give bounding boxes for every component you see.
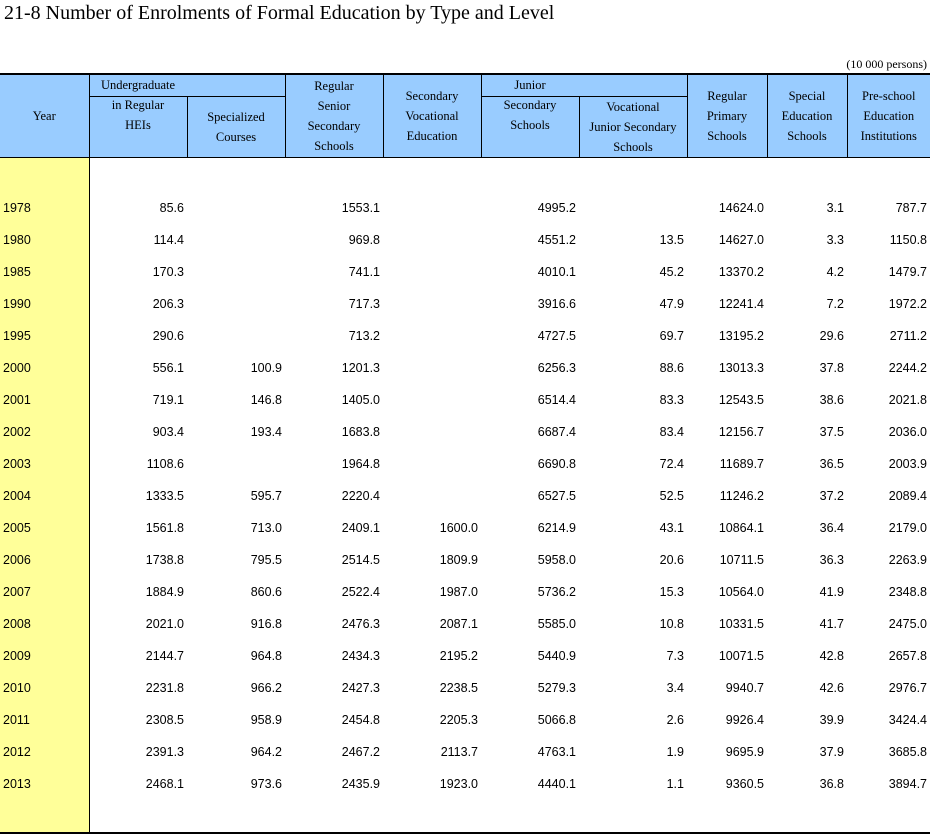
value-cell: 973.6 <box>250 776 282 791</box>
value-cell: 7.3 <box>666 648 684 663</box>
value-cell: 1987.0 <box>439 584 478 599</box>
value-cell: 3894.7 <box>888 776 927 791</box>
value-cell: 2711.2 <box>889 328 927 343</box>
value-cell: 2.6 <box>666 712 684 727</box>
value-cell: 10864.1 <box>718 520 764 535</box>
value-cell: 2195.2 <box>439 648 478 663</box>
value-cell: 1108.6 <box>146 456 184 471</box>
year-cell: 2010 <box>0 672 89 704</box>
year-cell: 2006 <box>0 544 89 576</box>
value-cell: 2205.3 <box>439 712 478 727</box>
value-cell: 1683.8 <box>341 424 380 439</box>
value-cell: 966.2 <box>250 680 282 695</box>
value-cell: 5585.0 <box>537 616 576 631</box>
value-cell: 4995.2 <box>537 200 576 215</box>
value-cell: 2021.8 <box>888 392 927 407</box>
value-cell: 12156.7 <box>718 424 764 439</box>
year-cell: 2007 <box>0 576 89 608</box>
value-cell <box>383 288 481 320</box>
year-cell: 1980 <box>0 224 89 256</box>
value-cell: 2435.9 <box>341 776 380 791</box>
value-cell: 1884.9 <box>145 584 184 599</box>
unit-note: (10 000 persons) <box>846 57 927 71</box>
value-cell: 6687.4 <box>537 424 576 439</box>
year-cell: 2009 <box>0 640 89 672</box>
year-cell: 2013 <box>0 768 89 800</box>
table-row <box>0 544 930 576</box>
table-row <box>0 384 930 416</box>
value-cell: 4727.5 <box>537 328 576 343</box>
year-cell: 2005 <box>0 512 89 544</box>
value-cell: 1150.8 <box>889 232 927 247</box>
value-cell: 83.4 <box>659 424 684 439</box>
table-row <box>0 256 930 288</box>
value-cell: 2391.3 <box>145 744 184 759</box>
header-special-education: Special Education Schools <box>767 74 847 157</box>
value-cell: 52.5 <box>659 488 684 503</box>
header-undergraduate: Undergraduate in Regular HEIs <box>89 96 187 157</box>
value-cell: 860.6 <box>250 584 282 599</box>
table-row <box>0 768 930 800</box>
value-cell: 2263.9 <box>888 552 927 567</box>
header-year: Year <box>0 74 89 157</box>
value-cell: 2113.7 <box>440 744 478 759</box>
value-cell: 4440.1 <box>537 776 576 791</box>
value-cell: 2021.0 <box>145 616 184 631</box>
table-row <box>0 608 930 640</box>
value-cell <box>383 384 481 416</box>
value-cell: 15.3 <box>659 584 684 599</box>
value-cell: 1964.8 <box>341 456 380 471</box>
value-cell: 6514.4 <box>537 392 576 407</box>
value-cell: 41.7 <box>819 616 844 631</box>
value-cell: 556.1 <box>152 360 184 375</box>
value-cell: 2657.8 <box>888 648 927 663</box>
value-cell: 114.4 <box>153 232 184 247</box>
value-cell: 595.7 <box>250 488 282 503</box>
value-cell: 11689.7 <box>719 456 764 471</box>
value-cell: 2308.5 <box>145 712 184 727</box>
value-cell: 12241.4 <box>718 296 764 311</box>
value-cell: 1479.7 <box>888 264 927 279</box>
header-regular-senior-secondary: Regular Senior Secondary Schools <box>285 74 383 157</box>
value-cell: 6690.8 <box>537 456 576 471</box>
value-cell: 193.4 <box>250 424 282 439</box>
value-cell: 5440.9 <box>537 648 576 663</box>
value-cell: 2467.2 <box>341 744 380 759</box>
value-cell: 2434.3 <box>341 648 380 663</box>
value-cell: 9940.7 <box>725 680 764 695</box>
value-cell: 713.2 <box>348 328 380 343</box>
value-cell: 6214.9 <box>537 520 576 535</box>
value-cell: 719.1 <box>152 392 184 407</box>
value-cell: 10071.5 <box>718 648 764 663</box>
table-row <box>0 480 930 512</box>
header-regular-primary: Regular Primary Schools <box>687 74 767 157</box>
header-secondary-vocational: Secondary Vocational Education <box>383 74 481 157</box>
value-cell <box>383 320 481 352</box>
value-cell: 12543.5 <box>718 392 764 407</box>
value-cell: 2179.0 <box>888 520 927 535</box>
value-cell <box>187 448 285 480</box>
value-cell: 13195.2 <box>718 328 764 343</box>
value-cell: 4551.2 <box>537 232 576 247</box>
value-cell: 1600.0 <box>439 520 478 535</box>
table-header <box>0 74 930 157</box>
value-cell <box>187 288 285 320</box>
table-row <box>0 640 930 672</box>
value-cell <box>187 256 285 288</box>
value-cell: 29.6 <box>819 328 844 343</box>
value-cell: 10.8 <box>659 616 684 631</box>
value-cell: 206.3 <box>152 296 184 311</box>
year-cell: 2003 <box>0 448 89 480</box>
table-body <box>0 157 930 833</box>
value-cell: 10331.5 <box>718 616 764 631</box>
value-cell: 3.3 <box>826 232 844 247</box>
value-cell: 2089.4 <box>888 488 927 503</box>
value-cell: 37.9 <box>819 744 844 759</box>
page-title: 21-8 Number of Enrolments of Formal Education by Type and Level <box>4 2 555 24</box>
table-row <box>0 512 930 544</box>
value-cell: 10711.5 <box>719 552 764 567</box>
value-cell: 1333.5 <box>145 488 184 503</box>
value-cell: 1.1 <box>666 776 684 791</box>
value-cell: 713.0 <box>250 520 282 535</box>
value-cell: 36.5 <box>819 456 844 471</box>
value-cell: 2476.3 <box>341 616 380 631</box>
value-cell <box>383 224 481 256</box>
value-cell: 741.1 <box>348 264 380 279</box>
value-cell: 1201.3 <box>341 360 380 375</box>
value-cell: 1561.8 <box>145 520 184 535</box>
enrolment-table <box>0 73 930 834</box>
value-cell: 4010.1 <box>537 264 576 279</box>
value-cell: 47.9 <box>659 296 684 311</box>
value-cell: 39.9 <box>819 712 844 727</box>
value-cell <box>383 480 481 512</box>
value-cell <box>383 352 481 384</box>
year-cell: 2001 <box>0 384 89 416</box>
value-cell: 3424.4 <box>888 712 927 727</box>
table-row <box>0 224 930 256</box>
value-cell: 100.9 <box>250 360 282 375</box>
value-cell: 3916.6 <box>537 296 576 311</box>
value-cell: 5958.0 <box>537 552 576 567</box>
value-cell: 1405.0 <box>341 392 380 407</box>
value-cell: 2427.3 <box>341 680 380 695</box>
value-cell: 964.2 <box>250 744 282 759</box>
value-cell <box>187 188 285 224</box>
value-cell: 7.2 <box>826 296 844 311</box>
header-pre-school: Pre-school Education Institutions <box>847 74 930 157</box>
value-cell: 916.8 <box>250 616 282 631</box>
value-cell: 1738.8 <box>145 552 184 567</box>
value-cell: 2003.9 <box>888 456 927 471</box>
value-cell: 14627.0 <box>718 232 764 247</box>
value-cell: 13013.3 <box>718 360 764 375</box>
year-cell: 2008 <box>0 608 89 640</box>
table-row <box>0 188 930 224</box>
value-cell: 1.9 <box>666 744 684 759</box>
value-cell: 2231.8 <box>145 680 184 695</box>
value-cell: 4763.1 <box>537 744 576 759</box>
value-cell: 964.8 <box>250 648 282 663</box>
table-row <box>0 320 930 352</box>
value-cell: 6527.5 <box>537 488 576 503</box>
value-cell: 72.4 <box>659 456 684 471</box>
value-cell: 5736.2 <box>537 584 576 599</box>
table-row <box>0 576 930 608</box>
value-cell: 2238.5 <box>439 680 478 695</box>
value-cell: 36.4 <box>819 520 844 535</box>
year-cell: 2004 <box>0 480 89 512</box>
value-cell: 787.7 <box>895 200 927 215</box>
value-cell: 3.4 <box>666 680 684 695</box>
value-cell: 2144.7 <box>145 648 184 663</box>
value-cell: 42.6 <box>819 680 844 695</box>
value-cell: 958.9 <box>250 712 282 727</box>
value-cell: 9360.5 <box>725 776 764 791</box>
value-cell: 2409.1 <box>341 520 380 535</box>
value-cell: 2522.4 <box>341 584 380 599</box>
value-cell: 903.4 <box>152 424 184 439</box>
value-cell: 3.1 <box>826 200 844 215</box>
value-cell: 45.2 <box>659 264 684 279</box>
value-cell: 10564.0 <box>718 584 764 599</box>
value-cell: 13.5 <box>659 232 684 247</box>
table-row <box>0 448 930 480</box>
year-cell: 2012 <box>0 736 89 768</box>
year-cell: 1990 <box>0 288 89 320</box>
value-cell <box>579 188 687 224</box>
value-cell: 20.6 <box>659 552 684 567</box>
value-cell: 3685.8 <box>888 744 927 759</box>
year-cell: 1978 <box>0 188 89 224</box>
value-cell <box>187 224 285 256</box>
table-row <box>0 704 930 736</box>
value-cell: 1923.0 <box>439 776 478 791</box>
value-cell: 2468.1 <box>145 776 184 791</box>
value-cell: 11246.2 <box>719 488 764 503</box>
value-cell: 9926.4 <box>725 712 764 727</box>
value-cell: 43.1 <box>659 520 684 535</box>
table-row <box>0 672 930 704</box>
value-cell: 717.3 <box>348 296 380 311</box>
value-cell: 13370.2 <box>718 264 764 279</box>
value-cell: 2514.5 <box>341 552 380 567</box>
year-cell: 2011 <box>0 704 89 736</box>
value-cell: 290.6 <box>152 328 184 343</box>
value-cell: 2036.0 <box>888 424 927 439</box>
value-cell: 14624.0 <box>718 200 764 215</box>
table-row <box>0 352 930 384</box>
value-cell: 2087.1 <box>439 616 478 631</box>
value-cell: 5279.3 <box>537 680 576 695</box>
table-row <box>0 416 930 448</box>
value-cell <box>187 320 285 352</box>
value-cell: 37.2 <box>819 488 844 503</box>
value-cell: 36.3 <box>819 552 844 567</box>
value-cell: 146.8 <box>250 392 282 407</box>
header-specialized-courses: Specialized Courses <box>187 96 285 157</box>
year-cell: 1995 <box>0 320 89 352</box>
value-cell: 2976.7 <box>888 680 927 695</box>
year-cell: 2000 <box>0 352 89 384</box>
value-cell <box>383 416 481 448</box>
value-cell: 4.2 <box>826 264 844 279</box>
value-cell: 2220.4 <box>341 488 380 503</box>
value-cell: 9695.9 <box>725 744 764 759</box>
table-row <box>0 736 930 768</box>
value-cell: 83.3 <box>659 392 684 407</box>
value-cell: 1809.9 <box>439 552 478 567</box>
value-cell: 36.8 <box>819 776 844 791</box>
value-cell: 38.6 <box>819 392 844 407</box>
value-cell: 88.6 <box>659 360 684 375</box>
value-cell: 2244.2 <box>888 360 927 375</box>
value-cell: 69.7 <box>659 328 684 343</box>
value-cell: 2454.8 <box>341 712 380 727</box>
value-cell: 170.3 <box>152 264 184 279</box>
value-cell <box>383 448 481 480</box>
value-cell: 85.6 <box>159 200 184 215</box>
header-junior-secondary: Junior Secondary Schools <box>481 96 579 157</box>
value-cell: 1972.2 <box>888 296 927 311</box>
value-cell: 1553.1 <box>341 200 380 215</box>
value-cell: 6256.3 <box>537 360 576 375</box>
value-cell: 969.8 <box>348 232 380 247</box>
value-cell: 795.5 <box>250 552 282 567</box>
value-cell: 42.8 <box>819 648 844 663</box>
value-cell: 5066.8 <box>537 712 576 727</box>
value-cell: 41.9 <box>819 584 844 599</box>
value-cell: 2475.0 <box>888 616 927 631</box>
table-row <box>0 288 930 320</box>
value-cell: 37.8 <box>819 360 844 375</box>
year-cell: 1985 <box>0 256 89 288</box>
value-cell: 2348.8 <box>888 584 927 599</box>
value-cell: 37.5 <box>819 424 844 439</box>
value-cell <box>383 256 481 288</box>
value-cell <box>383 188 481 224</box>
header-vocational-junior-secondary: Vocational Junior Secondary Schools <box>579 96 687 157</box>
year-cell: 2002 <box>0 416 89 448</box>
